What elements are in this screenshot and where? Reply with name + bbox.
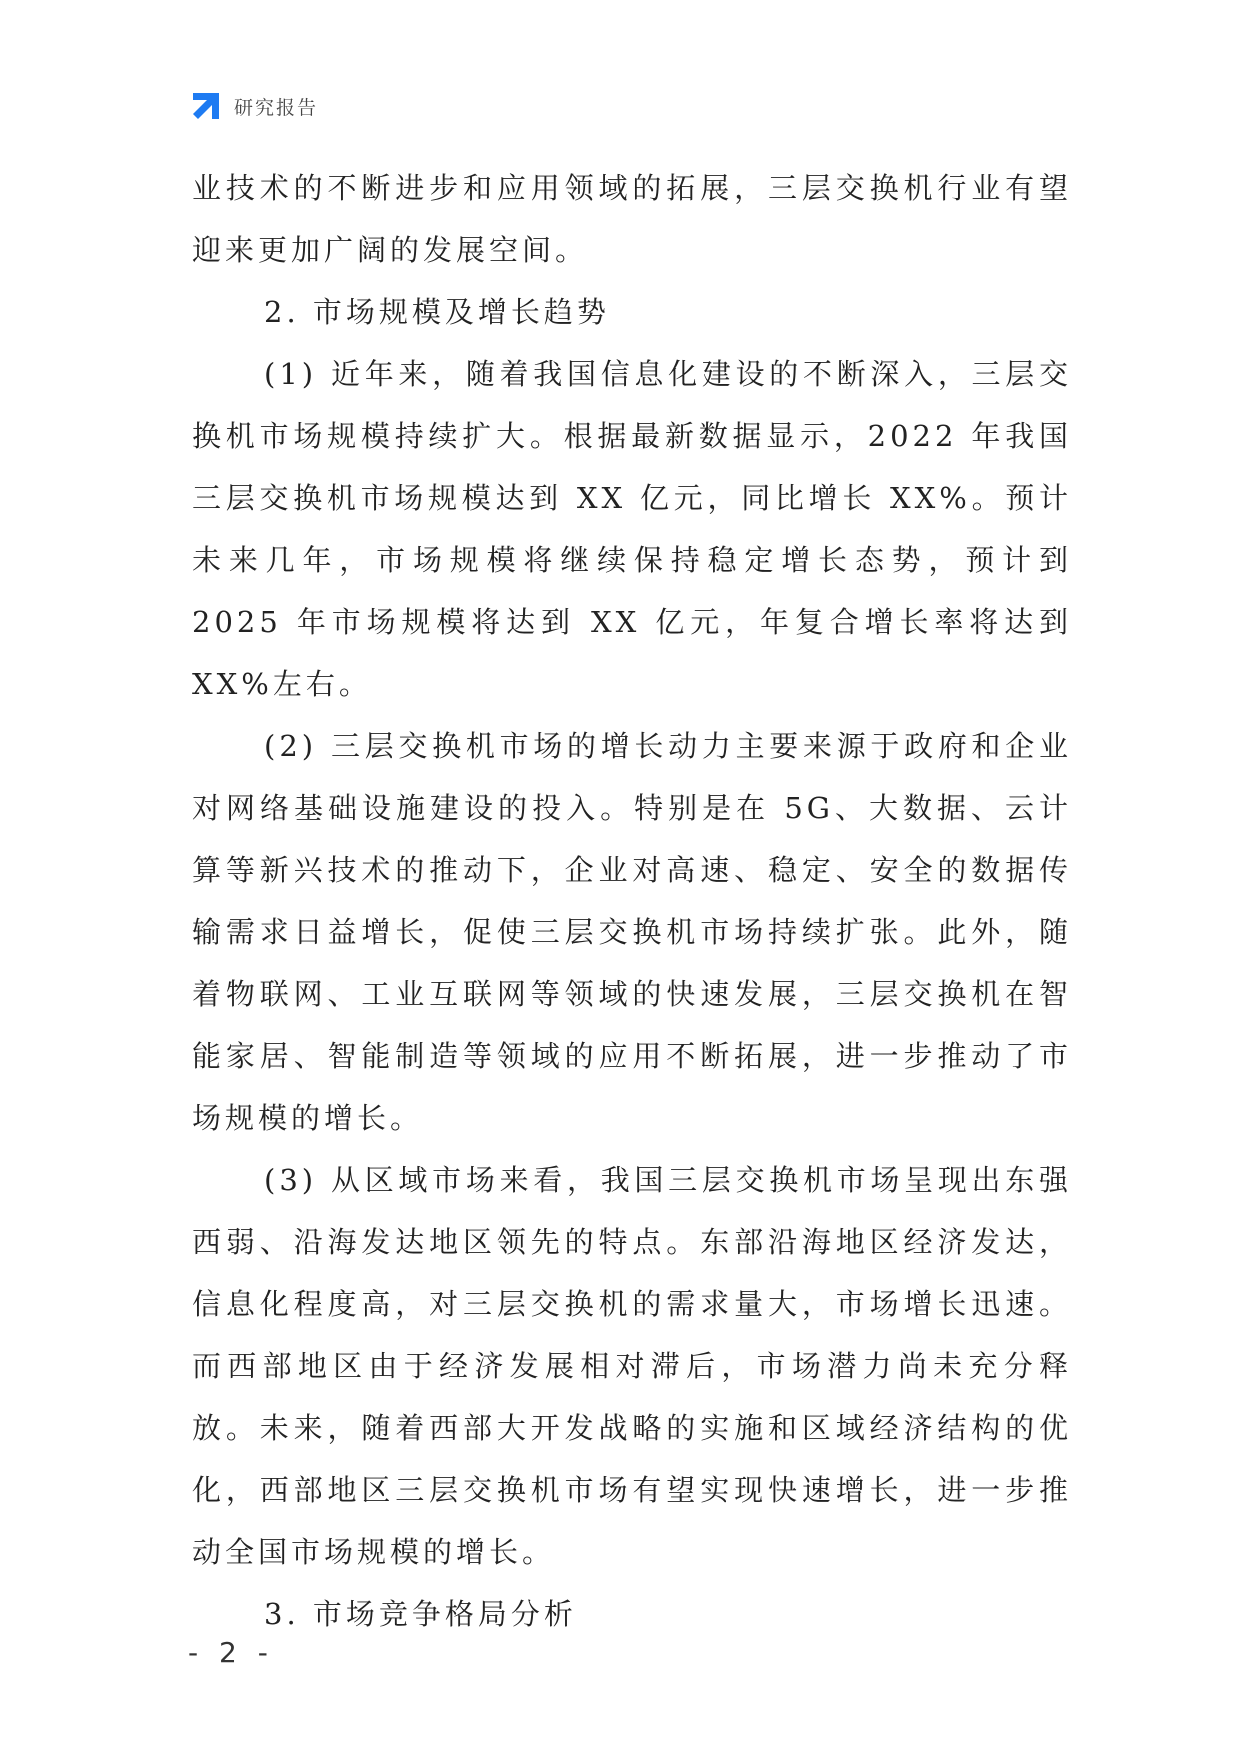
section-heading-competition: 3. 市场竞争格局分析 xyxy=(264,1597,577,1631)
document-body xyxy=(192,157,1072,1645)
page-header xyxy=(190,88,318,124)
section-heading-market-size: 2. 市场规模及增长趋势 xyxy=(264,295,610,329)
header-title: 研究报告 xyxy=(234,96,319,119)
paragraph-point-3: (3) 从区域市场来看，我国三层交换机市场呈现出东强西弱、沿海发达地区领先的特点。东部沿海地区经济发达，信息化程度高，对三层交换机的需求量大，市场增长迅速。而西部地区由于经济发展相对滞后，市场潜力尚未充分释放。未来，随着西部大开发战略的实施和区域经济结构的优化，西部地区三层交换机市场有望实现快速增长，进一步推动全国市场规模的增长。 xyxy=(192,1163,1072,1569)
paragraph-continuation: 业技术的不断进步和应用领域的拓展，三层交换机行业有望迎来更加广阔的发展空间。 xyxy=(192,171,1072,267)
paragraph-point-1: (1) 近年来，随着我国信息化建设的不断深入，三层交换机市场规模持续扩大。根据最新数据显示，2022 年我国三层交换机市场规模达到 XX 亿元，同比增长 XX%。预计未来几年，市场规模将继续保持稳定增长态势，预计到 2025 年市场规模将达到 XX 亿元，年复合增长率将达到 XX%左右。 xyxy=(192,357,1072,701)
page-number: - 2 - xyxy=(188,1636,274,1669)
paragraph-point-2: (2) 三层交换机市场的增长动力主要来源于政府和企业对网络基础设施建设的投入。特别是在 5G、大数据、云计算等新兴技术的推动下，企业对高速、稳定、安全的数据传输需求日益增长，促使三层交换机市场持续扩张。此外，随着物联网、工业互联网等领域的快速发展，三层交换机在智能家居、智能制造等领域的应用不断拓展，进一步推动了市场规模的增长。 xyxy=(192,729,1072,1135)
arrow-up-right-icon xyxy=(190,90,222,122)
